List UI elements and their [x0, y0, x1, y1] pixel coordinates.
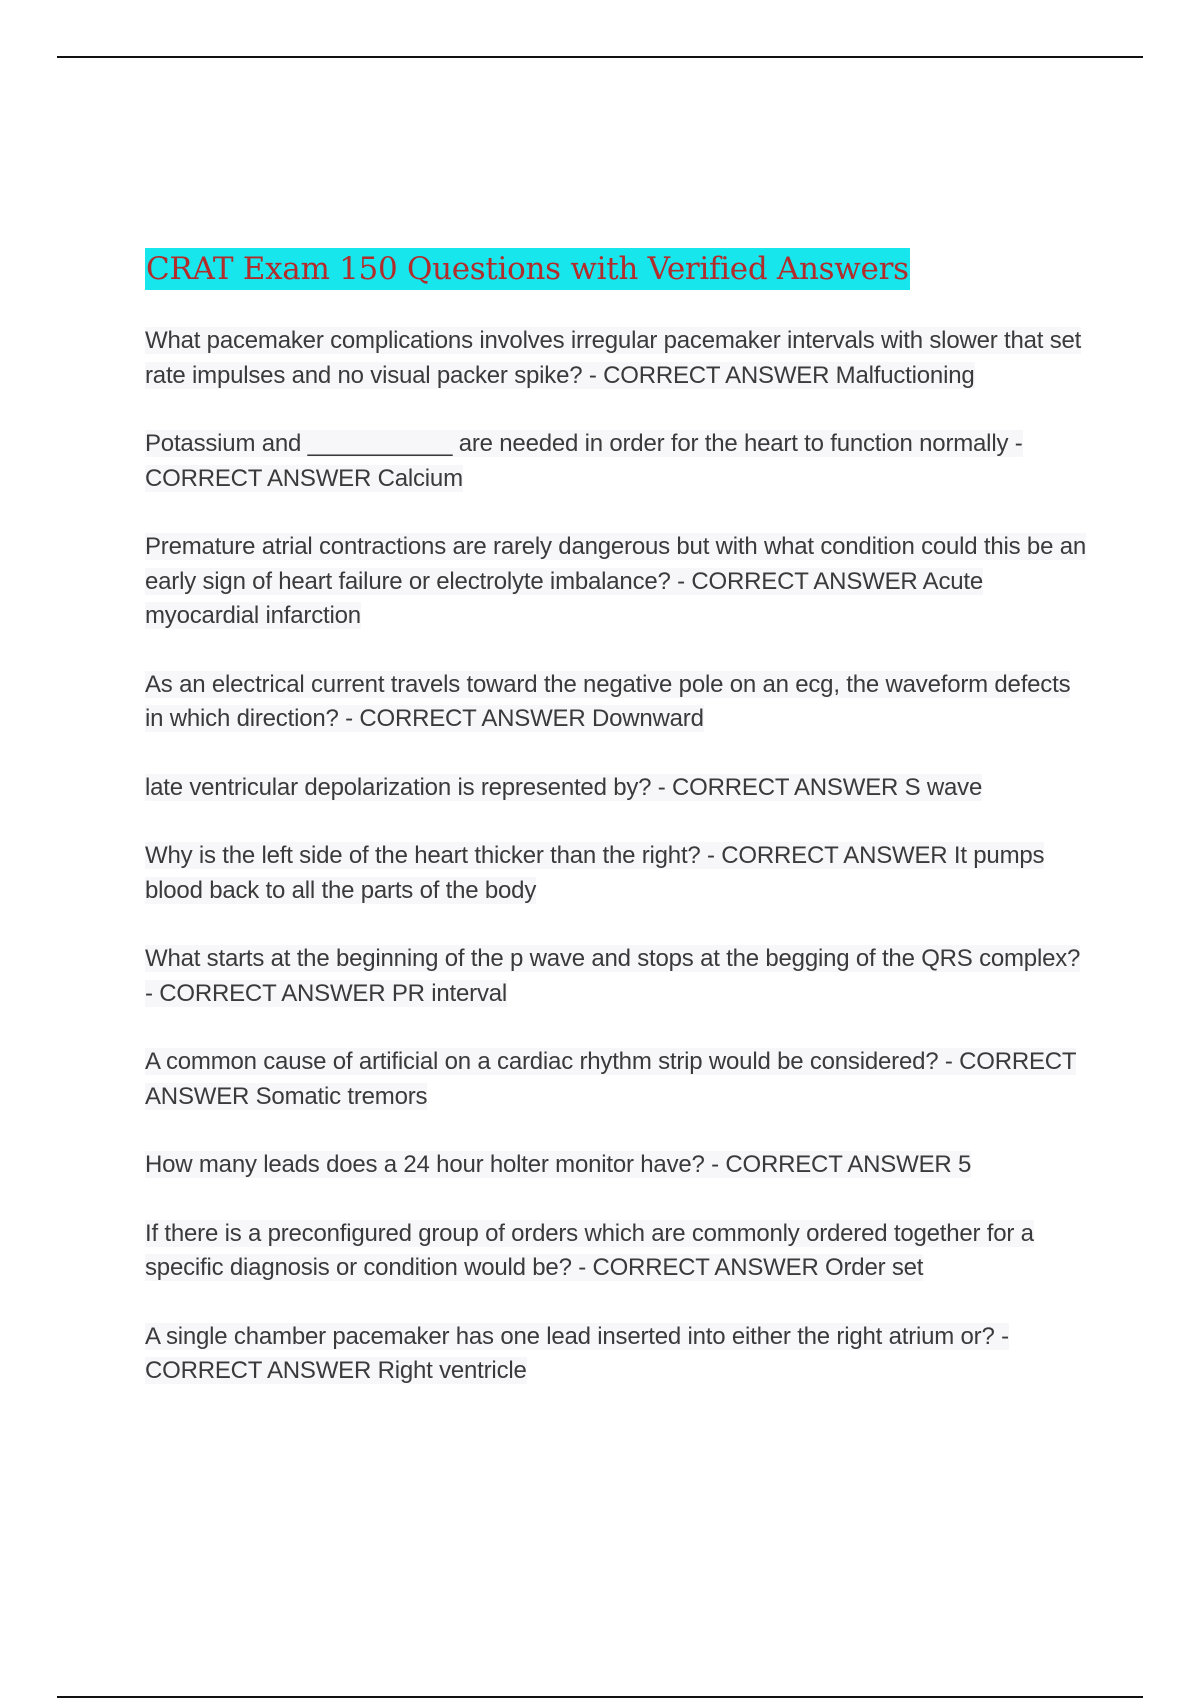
qa-item-text: What starts at the beginning of the p wave and stops at the begging of the QRS complex? - CORRECT ANSWER PR interval [145, 945, 1081, 1007]
qa-item [145, 1217, 1090, 1286]
document-body [145, 248, 1090, 1423]
qa-item-text: Potassium and ___________ are needed in order for the heart to function normally - CORRECT ANSWER Calcium [145, 430, 1023, 492]
document-title: CRAT Exam 150 Questions with Verified Answers [145, 248, 910, 290]
qa-item [145, 771, 1090, 806]
qa-item [145, 839, 1090, 908]
qa-item [145, 1148, 1090, 1183]
qa-item-text: If there is a preconfigured group of orders which are commonly ordered together for a specific diagnosis or condition would be? - CORRECT ANSWER Order set [145, 1219, 1034, 1281]
footer-rule [57, 1696, 1143, 1698]
qa-item-text: A common cause of artificial on a cardiac rhythm strip would be considered? - CORRECT ANSWER Somatic tremors [145, 1048, 1077, 1110]
qa-item-text: What pacemaker complications involves irregular pacemaker intervals with slower that set rate impulses and no visual packer spike? - CORRECT ANSWER Malfuctioning [145, 327, 1082, 389]
qa-item [145, 668, 1090, 737]
qa-item [145, 942, 1090, 1011]
qa-item-text: A single chamber pacemaker has one lead inserted into either the right atrium or? - CORRECT ANSWER Right ventricle [145, 1322, 1009, 1384]
qa-item-text: How many leads does a 24 hour holter monitor have? - CORRECT ANSWER 5 [145, 1151, 972, 1178]
qa-item [145, 1045, 1090, 1114]
header-rule [57, 56, 1143, 58]
qa-item-text: As an electrical current travels toward the negative pole on an ecg, the waveform defects in which direction? - CORRECT ANSWER Downward [145, 670, 1071, 732]
qa-item [145, 427, 1090, 496]
qa-item-text: Premature atrial contractions are rarely dangerous but with what condition could this be an early sign of heart failure or electrolyte imbalance? - CORRECT ANSWER Acute myocardial infarction [145, 533, 1086, 629]
qa-list [145, 324, 1090, 1389]
qa-item-text: late ventricular depolarization is represented by? - CORRECT ANSWER S wave [145, 773, 983, 801]
qa-item [145, 324, 1090, 393]
qa-item [145, 1320, 1090, 1389]
qa-item-text: Why is the left side of the heart thicker than the right? - CORRECT ANSWER It pumps blood back to all the parts of the body [145, 842, 1045, 904]
qa-item [145, 530, 1090, 634]
